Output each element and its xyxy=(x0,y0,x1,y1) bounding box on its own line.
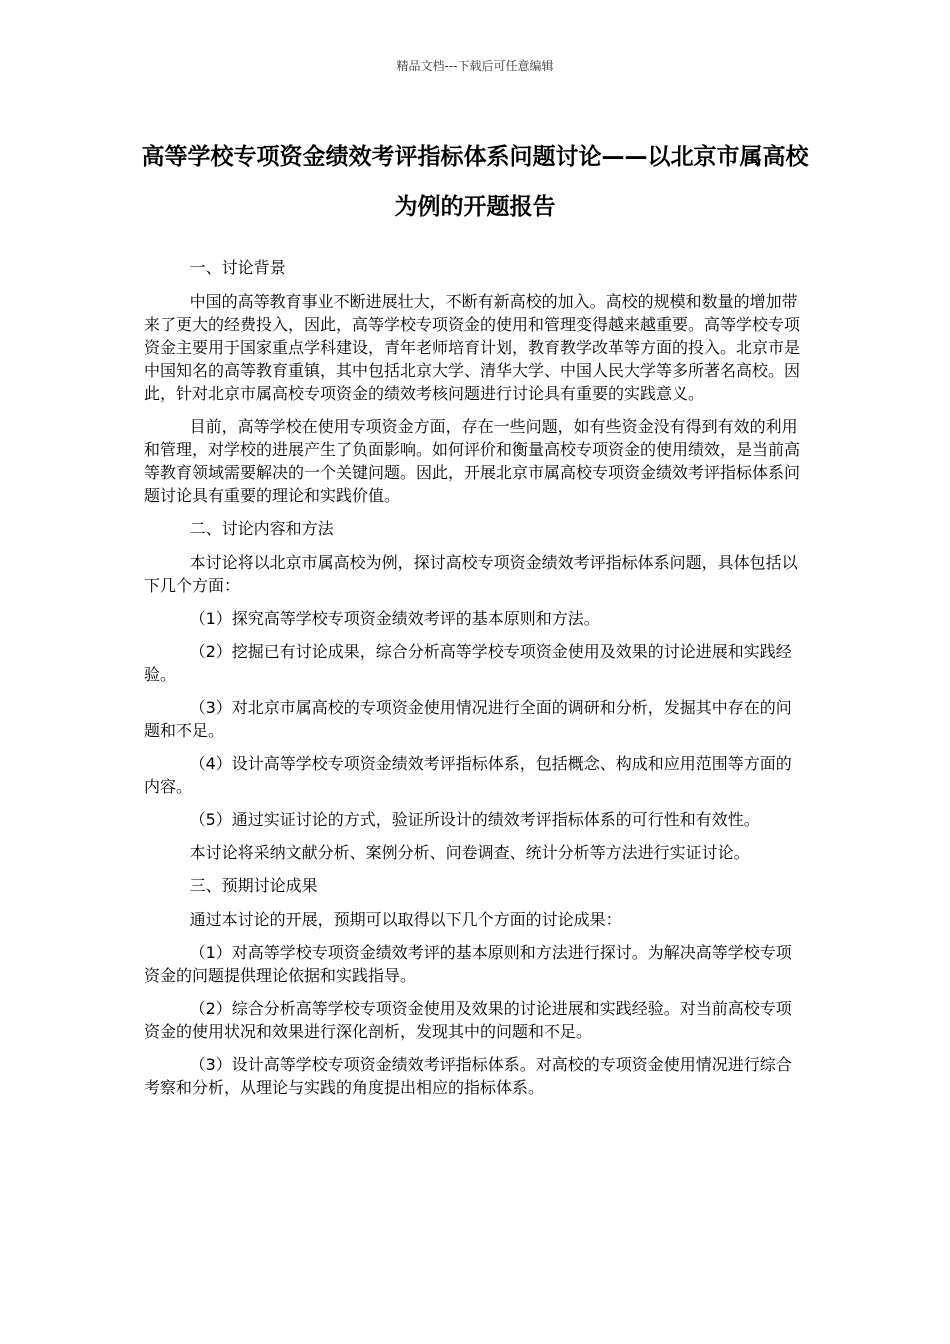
list-item-result-1: （1）对高等学校专项资金绩效考评的基本原则和方法进行探讨。为解决高等学校专项资金的问题提供理论依据和实践指导。 xyxy=(144,943,792,985)
list-item-content-5: （5）通过实证讨论的方式，验证所设计的绩效考评指标体系的可行性和有效性。 xyxy=(189,810,760,829)
list-item-result-3: （3）设计高等学校专项资金绩效考评指标体系。对高校的专项资金使用情况进行综合考察和分析，从理论与实践的角度提出相应的指标体系。 xyxy=(144,1055,792,1097)
section-heading-content-methods: 二、讨论内容和方法 xyxy=(189,519,334,538)
paragraph-background-2: 目前，高等学校在使用专项资金方面，存在一些问题，如有些资金没有得到有效的利用和管理，对学校的进展产生了负面影响。如何评价和衡量高校专项资金的使用绩效，是当前高等教育领域需要解决的一个关键问题。因此，开展北京市属高校专项资金绩效考评指标体系问题讨论具有重要的理论和实践价值。 xyxy=(144,417,801,505)
paragraph-results-intro: 通过本讨论的开展，预期可以取得以下几个方面的讨论成果： xyxy=(189,910,622,929)
list-item-result-2: （2）综合分析高等学校专项资金使用及效果的讨论进展和实践经验。对当前高校专项资金的使用状况和效果进行深化剖析，发现其中的问题和不足。 xyxy=(144,999,792,1041)
paragraph-methods: 本讨论将采纳文献分析、案例分析、问卷调查、统计分析等方法进行实证讨论。 xyxy=(189,843,750,862)
section-heading-background: 一、讨论背景 xyxy=(189,258,286,277)
document-title: 高等学校专项资金绩效考评指标体系问题讨论——以北京市属高校为例的开题报告 xyxy=(141,144,809,220)
paragraph-background-1: 中国的高等教育事业不断进展壮大，不断有新高校的加入。高校的规模和数量的增加带来了更大的经费投入，因此，高等学校专项资金的使用和管理变得越来越重要。高等学校专项资金主要用于国家重点学科建设，青年老师培育计划，教育教学改革等方面的投入。北京市是中国知名的高等教育重镇，其中包括北京大学、清华大学、中国人民大学等多所著名高校。因此，针对北京市属高校专项资金的绩效考核问题进行讨论具有重要的实践意义。 xyxy=(144,292,801,403)
list-item-content-1: （1）探究高等学校专项资金绩效考评的基本原则和方法。 xyxy=(189,609,600,628)
list-item-content-4: （4）设计高等学校专项资金绩效考评指标体系，包括概念、构成和应用范围等方面的内容。 xyxy=(144,754,792,796)
section-heading-expected-results: 三、预期讨论成果 xyxy=(189,876,318,895)
paragraph-content-intro: 本讨论将以北京市属高校为例，探讨高校专项资金绩效考评指标体系问题，具体包括以下几个方面： xyxy=(144,553,798,595)
list-item-content-2: （2）挖掘已有讨论成果，综合分析高等学校专项资金使用及效果的讨论进展和实践经验。 xyxy=(144,642,792,684)
header-note: 精品文档---下载后可任意编辑 xyxy=(396,59,554,73)
document-body xyxy=(144,256,806,1109)
list-item-content-3: （3）对北京市属高校的专项资金使用情况进行全面的调研和分析，发掘其中存在的问题和不足。 xyxy=(144,698,792,740)
